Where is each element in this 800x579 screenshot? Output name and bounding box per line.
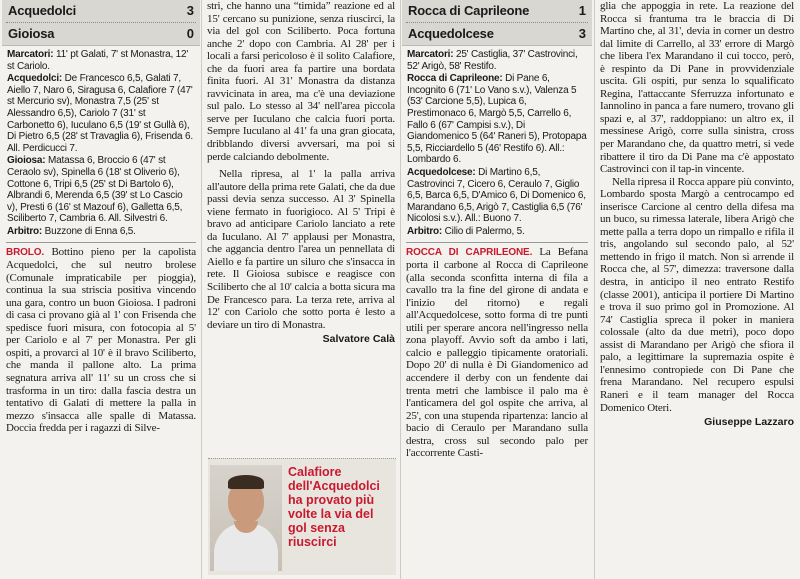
score-row-away bbox=[402, 23, 592, 45]
article-2-part-2 bbox=[596, 0, 798, 414]
scorers-text: 11' pt Galati, 7' st Monastra, 12' st Cariolo. bbox=[7, 49, 189, 72]
article-paragraph bbox=[406, 246, 588, 460]
home-lineup bbox=[407, 73, 587, 166]
score-row-away bbox=[2, 23, 200, 45]
article-paragraph bbox=[207, 0, 395, 163]
referee-text: Cilio di Palermo, 5. bbox=[444, 225, 525, 237]
home-score: 1 bbox=[578, 2, 586, 18]
column-rule bbox=[201, 0, 202, 579]
away-lineup-text: Di Martino 6,5, Castrovinci 7, Cicero 6, Ceraulo 7, Giglio 6,5, Barca 6,5, D'Amico 6, Di Domenico 6, Marandano 6,5, Arigò 7, Castiglia 6,5 (76' Nicolosi s.v.). All.: Buono 7. bbox=[407, 166, 586, 225]
column-4 bbox=[596, 0, 798, 428]
scorers-label: Marcatori: bbox=[7, 49, 54, 60]
away-team-name: Gioiosa bbox=[8, 25, 55, 41]
match-details-1 bbox=[2, 46, 200, 238]
away-score: 3 bbox=[578, 25, 586, 41]
author-signature: Giuseppe Lazzaro bbox=[704, 416, 794, 429]
article-1-part-2 bbox=[203, 0, 399, 331]
article-paragraph: Nella ripresa, al 1' la palla arriva all'autore della prima rete Galati, che da due passi devia senza successo. Al 3' Spinella viene fermato in fuorigioco. Al 5' Tripi è bravo ad anticipare Cariolo lanciato a rete da Iuculano. Al 7' applausi per Monastra, che aggancia dentro l'area un pennellata di Aiello e fa partire un siluro che s'insacca in rete. Il Gioiosa subisce e reagisce con Sciliberto che al 10' calcia a botta sicura ma De Francesco para. La terza rete, arriva al 12' con Cariolo che sotto porta è lesto a deviare un tiro di Monastra. bbox=[207, 168, 395, 331]
section-separator bbox=[6, 242, 196, 243]
referee-text: Buzzone di Enna 6,5. bbox=[44, 225, 136, 237]
photo-hair bbox=[228, 475, 264, 489]
home-team-name: Acquedolci bbox=[8, 2, 77, 18]
column-rule bbox=[594, 0, 595, 579]
score-row-home bbox=[2, 0, 200, 22]
article-2-part-1 bbox=[402, 246, 592, 460]
article-1-part-1 bbox=[2, 246, 200, 435]
home-lineup-text: Di Pane 6, Incognito 6 (71' Lo Vano s.v.), Valenza 5 (53' Carcione 5,5), Lupica 6, Prestimonaco 6, Margò 5,5, Carrello 6, Fallo 6 (67' Campisi s.v.), Di Giandomenico 5 (64' Raneri 5), Protopapa 5,5, Ricciardello 5 (46' Restifo 6). All.: Lombardo 6. bbox=[407, 73, 587, 166]
home-score: 3 bbox=[186, 2, 194, 18]
referee-label: Arbitro: bbox=[407, 225, 443, 237]
column-2 bbox=[203, 0, 399, 346]
match-details-2 bbox=[402, 46, 592, 238]
player-photo bbox=[210, 465, 282, 571]
referee-label: Arbitro: bbox=[7, 225, 43, 237]
home-lineup-label: Acquedolci: bbox=[7, 73, 63, 85]
away-team-name: Acquedolcese bbox=[408, 25, 494, 41]
article-paragraph: Nella ripresa il Rocca appare più convinto, Lombardo sposta Margò a centrocampo ed inserisce Carcione al centro della difesa ma un buco, su rimessa laterale, libera Arigò che mette palla a terra dopo un rimpallo e rifila il tris, angolando sul secondo palo, al 52' mettendo in frigo il match. Non si arrende il Rocca che, al 57', dimezza: traversone dalla destra, in anticipo il neo entrato Restifo (classe 2001), anticipa il portiere Di Martino e trova il suo primo gol in Promozione. Al 74' Castiglia spreca il poker in maniera colossale (alto da due metri), poco dopo assist di Marandano per Arigò che sfiora il palo, a legittimare la supremazia ospite è l'ennesimo contropiede con Di Pane che frena Marandano. Nel recupero espulsi Raneri e il team manager del Rocca Domenico Oteri. bbox=[600, 175, 795, 414]
column-rule bbox=[400, 0, 401, 579]
score-row-home bbox=[402, 0, 592, 22]
section-separator bbox=[406, 242, 588, 243]
dateline: ROCCA DI CAPRILEONE. bbox=[406, 246, 533, 258]
photo-caption: Calafiore dell'Acquedolci ha provato più volte la via del gol senza riuscirci bbox=[288, 465, 380, 549]
author-signature: Salvatore Calà bbox=[322, 333, 395, 346]
away-lineup-label: Gioiosa: bbox=[7, 155, 46, 167]
dateline: BROLO. bbox=[6, 246, 44, 258]
scorebox-match-1 bbox=[2, 0, 200, 46]
away-lineup bbox=[7, 155, 195, 225]
paragraph-1-continued: glia che appoggia in rete. La reazione del Rocca si frantuma tra le braccia di Di Martino che, al 31', devia in corner un destro dal limite di Carrello, al 33' errore di Margò che libera l'ex Marandano il cui tocco, però, è respinto da Di Pane in provvidenziale uscita. Gli ospiti, pur senza lo squalificato Regina, l'attaccante Sferruzza infortunato e Iannolino in panca a fare numero, trovano gli spazi e, al 37', raddoppiano: un altro ex, il messinese Arigò, corre sulla sinistra, cross per Marandano che, da quattro metri, si vede ribattere il tiro da Di Pane ma c'è appostato Castrovinci con il tap-in vincente. bbox=[600, 0, 794, 176]
column-1 bbox=[2, 0, 200, 435]
article-paragraph bbox=[6, 246, 196, 435]
photo-box bbox=[208, 458, 396, 575]
scorers-line bbox=[407, 49, 587, 72]
home-lineup bbox=[7, 73, 195, 154]
scorers-line bbox=[7, 49, 195, 72]
paragraph-1-continued: stri, che hanno una “timida” reazione ed al 15' cercano su punizione, senza riuscirci, la via del gol con Sciliberto. Poca fortuna anche 2' dopo con Cambria. Al 28' per i locali a farsi pericoloso è il solito Calafiore, che da fuori area fa partire una bordata finita fuori. Al 31' Monastra da distanza ravvicinata in area, ma c'è una deviazione sul palo. Lo stesso al 34' nell'area piccola serve per Iuculano che calcia fuori porta. Sempre Iuculano al 41' fa una gran giocata, dribblando diversi avversari, ma poi si perde calciando debolmente. bbox=[207, 0, 395, 163]
article-paragraph bbox=[600, 0, 794, 176]
referee-line bbox=[7, 226, 195, 238]
scorebox-match-2 bbox=[402, 0, 592, 46]
scorers-label: Marcatori: bbox=[407, 49, 454, 60]
column-3 bbox=[402, 0, 592, 460]
home-lineup-label: Rocca di Caprileone: bbox=[407, 73, 503, 85]
home-lineup-text: De Francesco 6,5, Galati 7, Aiello 7, Naro 6, Siragusa 6, Calafiore 7 (47' st Mercurio sv), Monastra 7,5 (25' st Alessandro 6,5), Cariolo 7 (31' st Carbonetto 6), Iuculano 6,5 (19' st Gullà 6), Di Pietro 6,5 (28' st Travaglia 6), Frisenda 6. All. Perdicucci 7. bbox=[7, 73, 193, 154]
scorers-text: 25' Castiglia, 37' Castrovinci, 52' Arigò, 58' Restifo. bbox=[407, 49, 578, 72]
away-score: 0 bbox=[186, 25, 194, 41]
away-lineup-text: Matassa 6, Broccio 6 (47' st Ceraolo sv), Spinella 6 (18' st Oliverio 6), Cottone 6, Tripi 6,5 (25' st Di Bartolo 6), Albrandi 6, Merenda 6,5 (39' st Lo Cascio v), Presti 6 (16' st Mazouf 6), Galletta 6,5, Sciliberto 7, Cambria 6. All. Silvestri 6. bbox=[7, 155, 183, 225]
home-team-name: Rocca di Caprileone bbox=[408, 2, 530, 18]
referee-line bbox=[407, 226, 587, 238]
away-lineup bbox=[407, 167, 587, 225]
away-lineup-label: Acquedolcese: bbox=[407, 166, 476, 178]
paragraph-1-start: La Befana porta il carbone al Rocca di Caprileone (alla seconda sconfitta interna di fila a cavallo tra la fine del girone di andata e l'inizio del ritorno) e regali all'Acquedolcese, sotto forma di tre punti utili per sperare ancora nell'ingresso nella zona playoff. Avvio soft da ambo i lati, calcio e palleggio tipicamente oratoriali. Dopo 20' di nulla è Di Giandomenico ad accendere il derby con un fendente dai trenta metri che lambisce il palo ma è l'anticamera del gol ospite che arriva, al 25', con una stupenda ripartenza: lancio al bacio di Ceraulo per Marandano sulla destra, cross sul secondo palo per l'accorrente Casti- bbox=[406, 245, 588, 460]
paragraph-1-start: Bottino pieno per la capolista Acquedolci, che sul neutro brolese (Comunale impraticabile per pioggia), continua la sua striscia positiva vincendo una gara, contro un buon Gioiosa. I padroni di casa ci provano già al 1' con Frisenda che spedisce fuori misura, con fotocopia al 5' per Cariolo e al 7' per Monastra. Per gli ospiti, a provarci al 10' è il bravo Sciliberto, che manda il pallone alto. La prima segnatura arriva all' 11' su un cross che si trasforma in un tiro: dalla fascia destra un tentativo di Galati di mettere la palla in mezzo s'insacca alle spalle di Matassa. Doccia fredda per i ragazzi di Silve- bbox=[6, 245, 196, 435]
